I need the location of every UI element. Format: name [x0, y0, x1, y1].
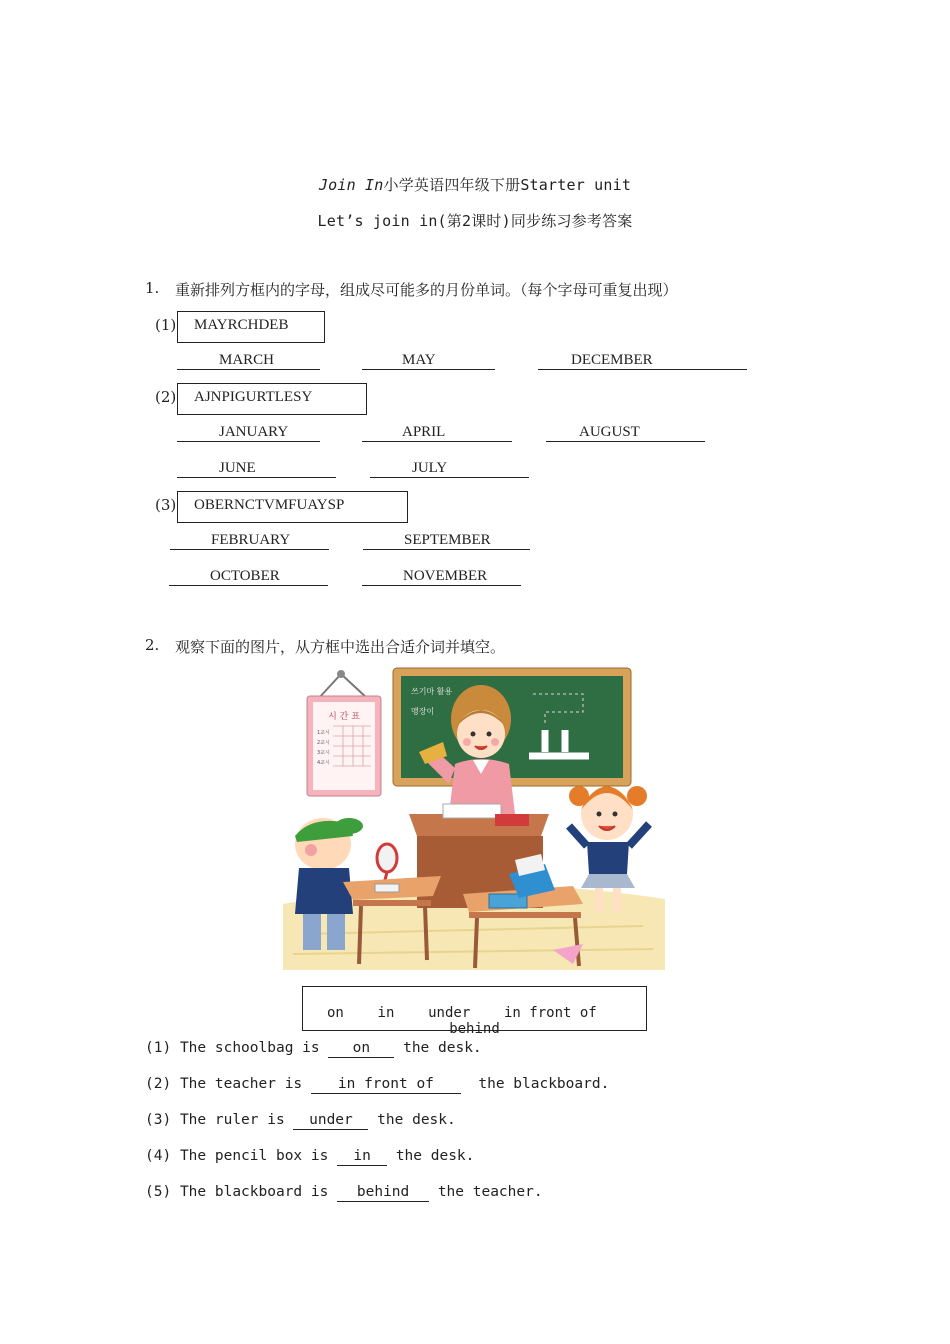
sentence-answer: behind	[337, 1184, 429, 1202]
title-italic: Join In	[318, 176, 384, 194]
word-option: under	[428, 1005, 471, 1021]
sentence-label: (5)	[145, 1184, 172, 1200]
sentence	[145, 1112, 456, 1130]
sentence-after: the desk.	[377, 1112, 456, 1128]
q2-number: 2.	[145, 636, 160, 654]
group-label: (2)	[155, 388, 177, 406]
letters-box: AJNPIGURTLESY	[177, 383, 367, 415]
group-label: (3)	[155, 496, 177, 514]
answer-blank	[546, 424, 705, 442]
sentence	[145, 1148, 474, 1166]
timetable-title: 시 간 표	[328, 712, 360, 722]
sentence-label: (3)	[145, 1112, 172, 1128]
answer-text: MARCH	[219, 352, 275, 368]
sentence-before: The blackboard is	[179, 1184, 329, 1200]
timetable-row: 4교시	[317, 760, 330, 766]
word-option: in front of	[504, 1005, 597, 1021]
board-text: 맹장이	[411, 707, 435, 716]
answer-blank	[363, 532, 530, 550]
timetable-poster	[307, 670, 381, 796]
title-line-1	[0, 174, 950, 195]
answer-blank	[177, 460, 336, 478]
sentence-label: (4)	[145, 1148, 172, 1164]
sentence-before: The schoolbag is	[179, 1040, 320, 1056]
answer-blank	[538, 352, 747, 370]
answer-blank	[362, 352, 495, 370]
letters-box: MAYRCHDEB	[177, 311, 325, 343]
answer-blank	[370, 460, 529, 478]
answer-text: OCTOBER	[210, 568, 280, 584]
answer-text: JULY	[412, 460, 448, 476]
sentence	[145, 1076, 609, 1094]
sentence-answer: in	[337, 1148, 387, 1166]
timetable-row: 3교시	[317, 750, 330, 756]
sentence-before: The teacher is	[179, 1076, 303, 1092]
blackboard	[393, 668, 631, 786]
answer-text: NOVEMBER	[403, 568, 488, 584]
sentence-after: the desk.	[403, 1040, 482, 1056]
word-option: on	[326, 1005, 344, 1021]
sentence	[145, 1184, 543, 1202]
word-option: behind	[449, 1021, 500, 1037]
answer-blank	[170, 532, 329, 550]
sentence-label: (1)	[145, 1040, 172, 1056]
sentence-before: The pencil box is	[179, 1148, 329, 1164]
sentence-answer: in front of	[311, 1076, 461, 1094]
sentence	[145, 1040, 482, 1058]
sentence-answer: under	[293, 1112, 368, 1130]
classroom-illustration	[283, 664, 665, 970]
sentence-answer: on	[328, 1040, 394, 1058]
title-rest: 小学英语四年级下册Starter unit	[383, 176, 632, 194]
sentence-label: (2)	[145, 1076, 172, 1092]
answer-text: JANUARY	[219, 424, 289, 440]
answer-text: APRIL	[402, 424, 446, 440]
answer-text: JUNE	[219, 460, 256, 476]
q2-instruction: 观察下面的图片，从方框中选出合适介词并填空。	[175, 638, 506, 656]
title-line-2: Let’s join in(第2课时)同步练习参考答案	[317, 212, 633, 230]
sentence-after: the desk.	[395, 1148, 475, 1164]
answer-text: DECEMBER	[571, 352, 653, 368]
answer-blank	[362, 568, 521, 586]
timetable-row: 1교시	[317, 730, 330, 736]
answer-text: MAY	[402, 352, 436, 368]
answer-blank	[177, 424, 320, 442]
letters-box: OBERNCTVMFUAYSP	[177, 491, 408, 523]
timetable-row: 2교시	[317, 740, 330, 746]
sentence-after: the blackboard.	[478, 1076, 610, 1092]
answer-text: AUGUST	[579, 424, 640, 440]
answer-blank	[177, 352, 320, 370]
q1-number: 1.	[145, 279, 160, 297]
q1-instruction: 重新排列方框内的字母，组成尽可能多的月份单词。（每个字母可重复出现）	[175, 281, 678, 299]
answer-text: FEBRUARY	[211, 532, 291, 548]
word-box	[302, 986, 647, 1037]
word-option: in	[377, 1005, 395, 1021]
answer-text: SEPTEMBER	[404, 532, 491, 548]
group-label: (1)	[155, 316, 177, 334]
board-text: 쓰기마 활용	[411, 687, 453, 696]
sentence-after: the teacher.	[437, 1184, 543, 1200]
answer-blank	[169, 568, 328, 586]
sentence-before: The ruler is	[179, 1112, 285, 1128]
answer-blank	[362, 424, 512, 442]
